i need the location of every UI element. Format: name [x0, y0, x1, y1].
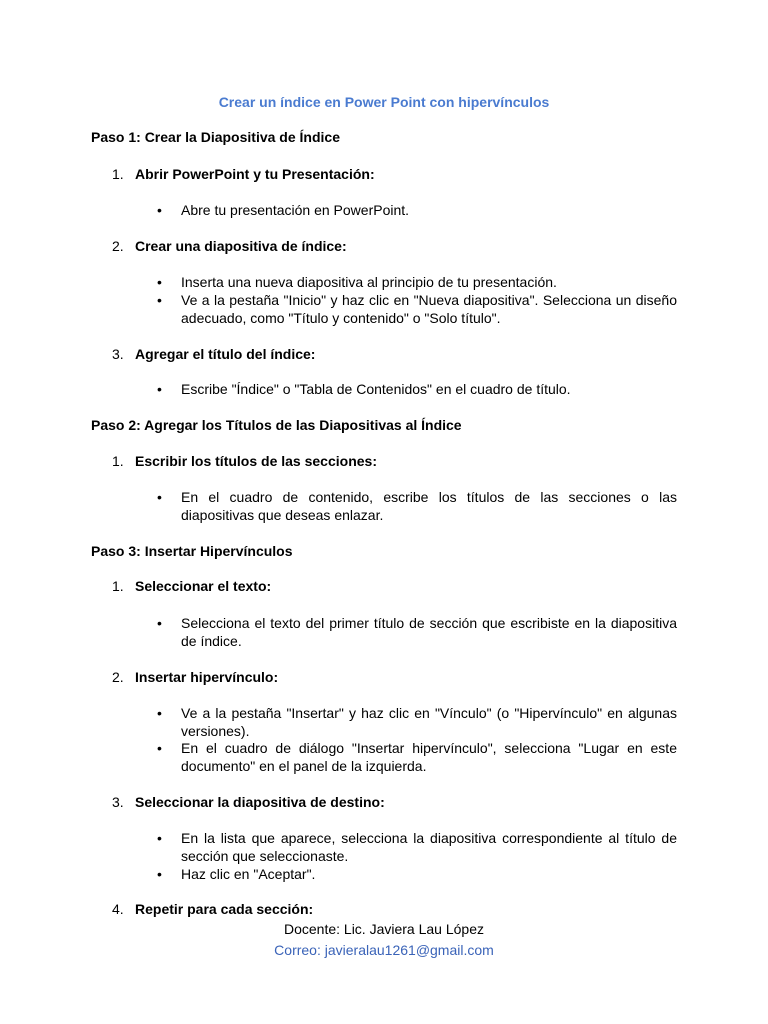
step-heading: Paso 2: Agregar los Títulos de las Diapositivas al Índice: [91, 417, 462, 433]
bullet-icon: •: [157, 830, 162, 846]
bullet-text: Ve a la pestaña "Inicio" y haz clic en "Nueva diapositiva". Selecciona un diseño adecuado, como "Título y contenido" o "Solo título".: [181, 292, 677, 326]
bullet-icon: •: [157, 274, 162, 290]
item-label: Agregar el título del índice:: [135, 346, 316, 362]
bullet-text: Escribe "Índice" o "Tabla de Contenidos" en el cuadro de título.: [181, 381, 571, 397]
item-number: 2.: [112, 238, 124, 254]
bullet-text: Haz clic en "Aceptar".: [181, 866, 316, 882]
item-number: 1.: [112, 166, 124, 182]
item-number: 3.: [112, 346, 124, 362]
item-number: 1.: [112, 453, 124, 469]
bullet-text: Selecciona el texto del primer título de sección que escribiste en la diapositiva de índice.: [181, 615, 677, 649]
step-heading: Paso 3: Insertar Hipervínculos: [91, 543, 293, 559]
bullet-icon: •: [157, 489, 162, 505]
bullet-text: Ve a la pestaña "Insertar" y haz clic en "Vínculo" (o "Hipervínculo" en algunas versiones).: [181, 705, 677, 739]
item-label: Seleccionar la diapositiva de destino:: [135, 794, 385, 810]
item-label: Abrir PowerPoint y tu Presentación:: [135, 166, 375, 182]
item-number: 1.: [112, 578, 124, 594]
item-number: 4.: [112, 901, 124, 917]
bullet-text: En el cuadro de diálogo "Insertar hipervínculo", selecciona "Lugar en este documento" en el panel de la izquierda.: [181, 740, 677, 774]
item-label: Insertar hipervínculo:: [135, 669, 279, 685]
bullet-icon: •: [157, 615, 162, 631]
bullet-text: En el cuadro de contenido, escribe los títulos de las secciones o las diapositivas que deseas enlazar.: [181, 489, 677, 523]
footer-teacher: Docente: Lic. Javiera Lau López: [283, 921, 484, 937]
bullet-icon: •: [157, 740, 162, 756]
item-number: 3.: [112, 794, 124, 810]
bullet-text: Inserta una nueva diapositiva al principio de tu presentación.: [181, 274, 557, 290]
item-label: Escribir los títulos de las secciones:: [135, 453, 377, 469]
item-label: Crear una diapositiva de índice:: [135, 238, 347, 254]
bullet-icon: •: [157, 381, 162, 397]
footer-email[interactable]: Correo: javieralau1261@gmail.com: [274, 942, 494, 958]
document-title: Crear un índice en Power Point con hipervínculos: [218, 94, 550, 110]
bullet-icon: •: [157, 292, 162, 308]
step-heading: Paso 1: Crear la Diapositiva de Índice: [91, 129, 340, 145]
bullet-icon: •: [157, 202, 162, 218]
item-number: 2.: [112, 669, 124, 685]
item-label: Repetir para cada sección:: [135, 901, 314, 917]
bullet-text: En la lista que aparece, selecciona la diapositiva correspondiente al título de sección que seleccionaste.: [181, 830, 677, 864]
bullet-icon: •: [157, 866, 162, 882]
bullet-icon: •: [157, 705, 162, 721]
bullet-text: Abre tu presentación en PowerPoint.: [181, 202, 410, 218]
item-label: Seleccionar el texto:: [135, 578, 272, 594]
